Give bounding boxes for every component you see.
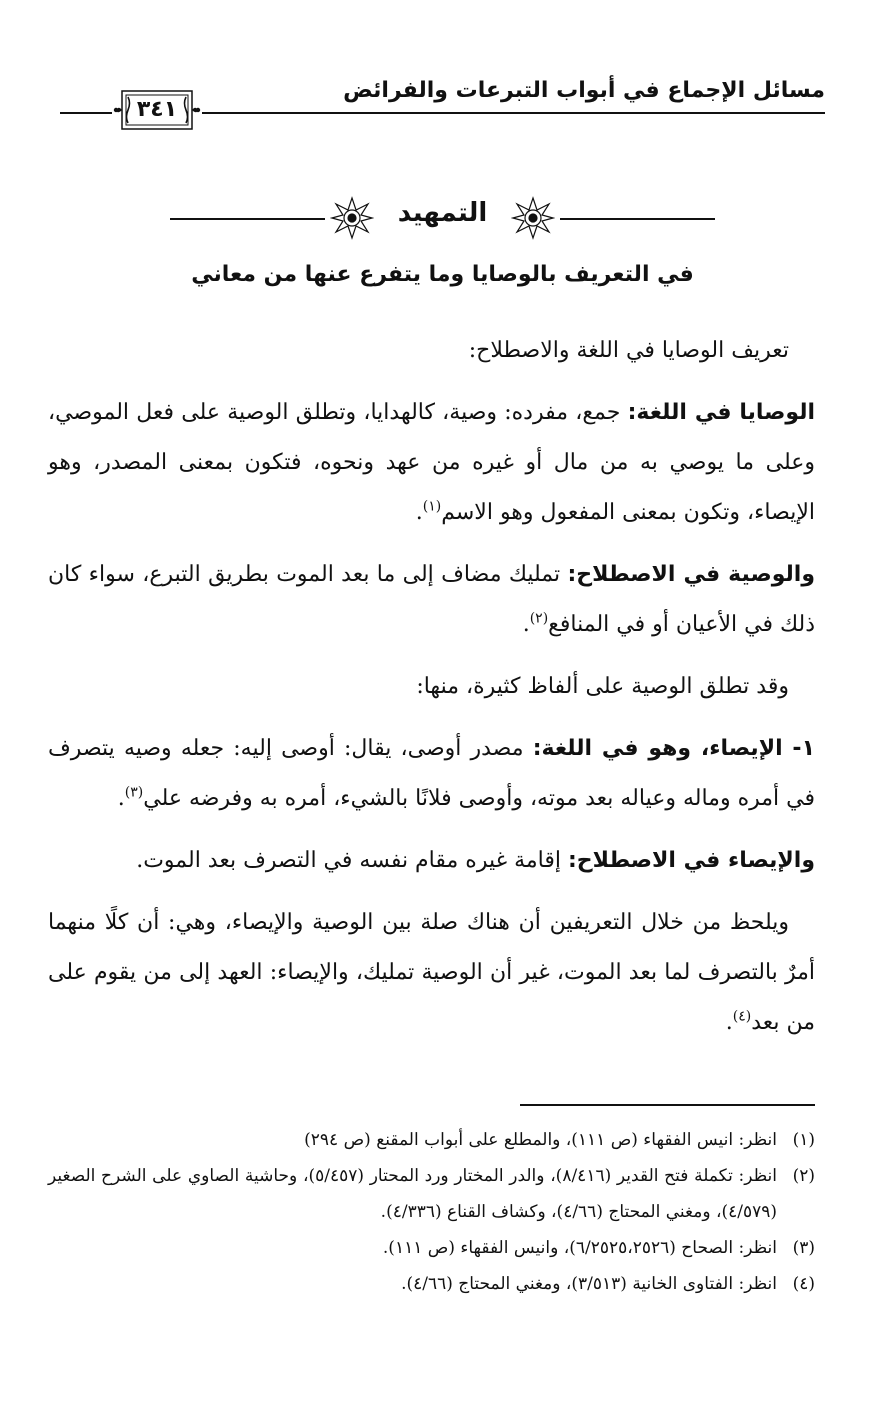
term-label: والوصية في الاصطلاح: xyxy=(567,562,815,587)
paragraph-alfaz: وقد تطلق الوصية على ألفاظ كثيرة، منها: xyxy=(416,674,789,699)
footnote-number: (٤) xyxy=(792,1274,815,1294)
footnote-number: (٣) xyxy=(792,1238,815,1258)
footnote-separator xyxy=(520,1104,815,1106)
footnote xyxy=(48,1122,815,1158)
heading-rule-right xyxy=(560,218,715,220)
paragraph-isaa-lugha: ١- الإيصاء، وهو في اللغة: مصدر أوصى، يقال: أوصى إليه: جعله وصيه يتصرف في أمره وماله وعياله بعد موته، وأوصى فلانًا بالشيء، أمره به وفرضه علي$^{(٣)}$. xyxy=(48,736,815,811)
term-label: والإيصاء في الاصطلاح: xyxy=(568,848,815,873)
running-title: مسائل الإجماع في أبواب التبرعات والفرائض xyxy=(343,78,825,103)
footnote-number: (١) xyxy=(792,1130,815,1150)
paragraph-text: مصدر أوصى، يقال: أوصى إليه: جعله وصيه يتصرف في أمره وماله وعياله بعد موته، وأوصى فلانًا بالشيء، أمره به وفرضه علي xyxy=(48,736,815,811)
footnote-ref[interactable]: (٢) xyxy=(529,610,549,627)
ornament-star-icon xyxy=(330,196,374,240)
heading-rule-left xyxy=(170,218,325,220)
footnote xyxy=(48,1266,815,1302)
footnote-text: انظر: انيس الفقهاء (ص ١١١)، والمطلع على أبواب المقنع (ص ٢٩٤) xyxy=(304,1130,777,1150)
footnote xyxy=(48,1158,815,1230)
page-number: ٣٤١ xyxy=(136,97,178,122)
footnote-text: انظر: الصحاح (٦/٢٥٢٥،٢٥٢٦)، وانيس الفقهاء (ص ١١١). xyxy=(382,1238,777,1258)
footnote-number: (٢) xyxy=(792,1166,815,1186)
paragraph-istilah: والوصية في الاصطلاح: تمليك مضاف إلى ما بعد الموت بطريق التبرع، سواء كان ذلك في الأعيان أو في المنافع$^{(٢)}$. xyxy=(48,562,815,637)
paragraph-text: جمع، مفرده: وصية، كالهدايا، وتطلق الوصية على فعل الموصي، وعلى ما يوصي به من مال أو غيره من عهد ونحوه، فتكون بمعنى المصدر، وهو الإيصاء، وتكون بمعنى المفعول وهو الاسم xyxy=(48,400,815,525)
paragraph-text: ويلحظ من خلال التعريفين أن هناك صلة بين الوصية والإيصاء، وهي: أن كلًا منهما أمرٌ بالتصرف لما بعد الموت، غير أن الوصية تمليك، والإيصاء: العهد إلى من يقوم على من بعد xyxy=(48,910,815,1035)
page-number-frame xyxy=(112,88,202,132)
footnote xyxy=(48,1230,815,1266)
paragraph-lugha: الوصايا في اللغة: جمع، مفرده: وصية، كالهدايا، وتطلق الوصية على فعل الموصي، وعلى ما يوصي به من مال أو غيره من عهد ونحوه، فتكون بمعنى المصدر، وهو الإيصاء، وتكون بمعنى المفعول وهو الاسم$^{(١)}$. xyxy=(48,400,815,525)
footnote-ref[interactable]: (٤) xyxy=(732,1008,752,1025)
term-label: الوصايا في اللغة: xyxy=(627,400,815,425)
footnote-ref[interactable]: (٣) xyxy=(124,784,144,801)
paragraph-isaa-istilah xyxy=(48,836,815,886)
running-header xyxy=(60,78,825,138)
paragraph-intro: تعريف الوصايا في اللغة والاصطلاح: xyxy=(468,338,789,363)
ornament-star-icon xyxy=(511,196,555,240)
paragraph-text: تمليك مضاف إلى ما بعد الموت بطريق التبرع، سواء كان ذلك في الأعيان أو في المنافع xyxy=(48,562,815,637)
section-title: التمهيد xyxy=(397,198,488,228)
footnotes xyxy=(48,1122,815,1302)
footnote-ref[interactable]: (١) xyxy=(422,498,442,515)
term-label: ١- الإيصاء، وهو في اللغة: xyxy=(532,736,815,761)
body-text xyxy=(48,326,815,1060)
footnote-text: انظر: الفتاوى الخانية (٣/٥١٣)، ومغني المحتاج (٤/٦٦). xyxy=(401,1274,777,1294)
paragraph-comparison: ويلحظ من خلال التعريفين أن هناك صلة بين الوصية والإيصاء، وهي: أن كلًا منهما أمرٌ بالتصرف لما بعد الموت، غير أن الوصية تمليك، والإيصاء: العهد إلى من يقوم على من بعد$^{(٤)}$. xyxy=(48,910,815,1035)
section-heading xyxy=(170,192,715,244)
paragraph-text: إقامة غيره مقام نفسه في التصرف بعد الموت. xyxy=(136,848,568,873)
section-subtitle: في التعريف بالوصايا وما يتفرع عنها من معاني xyxy=(191,262,694,287)
footnote-text: انظر: تكملة فتح القدير (٨/٤١٦)، والدر المختار ورد المحتار (٥/٤٥٧)، وحاشية الصاوي على الشرح الصغير (٤/٥٧٩)، ومغني المحتاج (٤/٦٦)، وكشاف القناع (٤/٣٣٦). xyxy=(48,1166,778,1222)
